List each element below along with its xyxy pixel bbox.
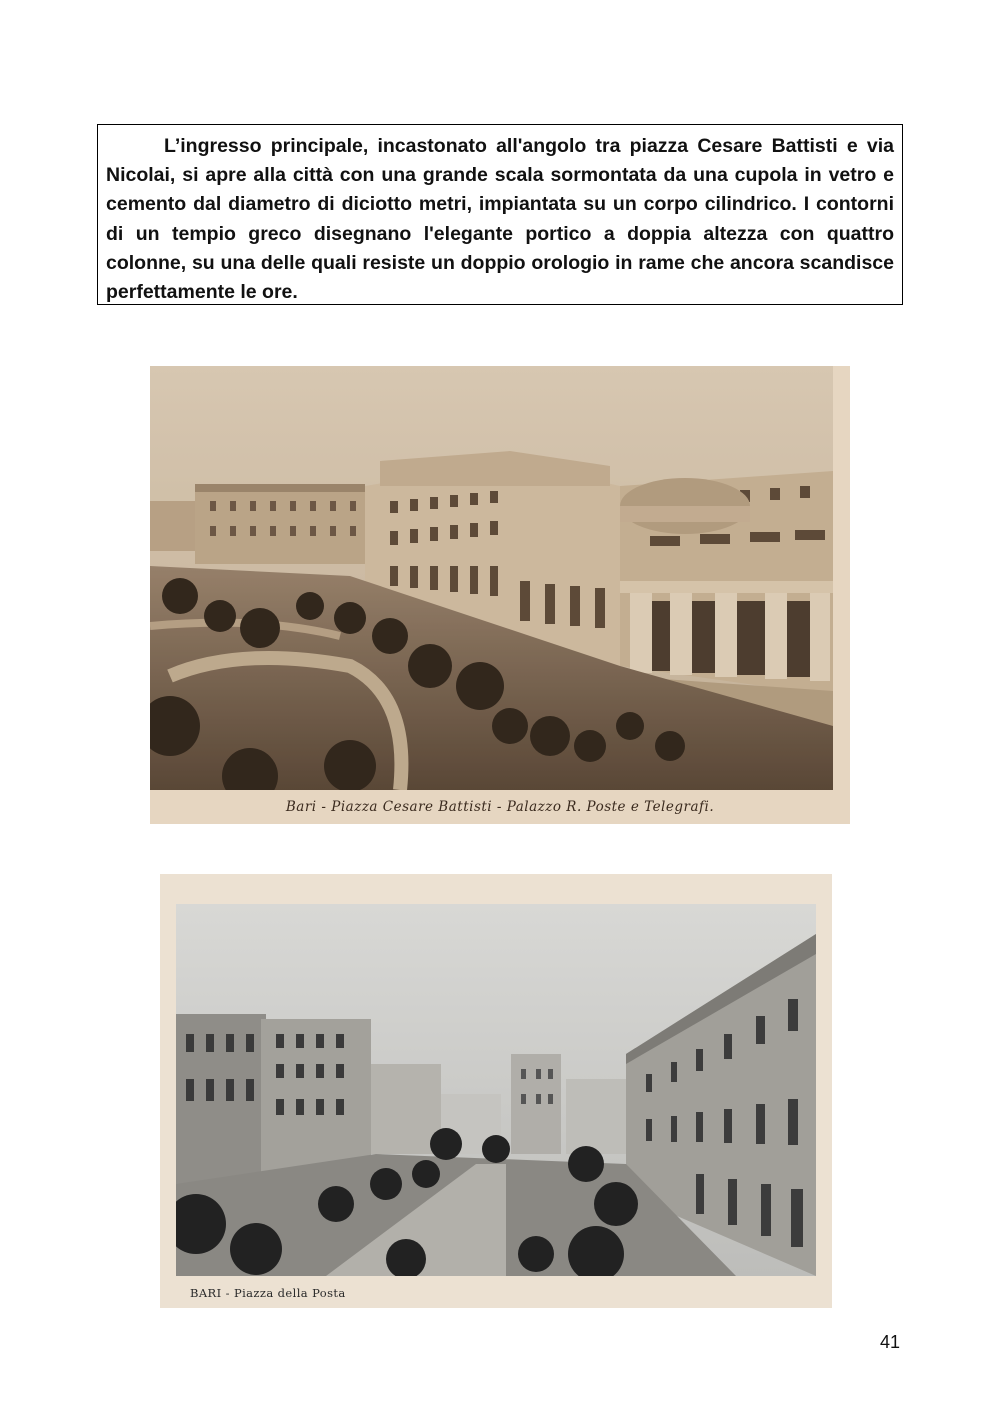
intro-paragraph: L’ingresso principale, incastonato all'angolo tra piazza Cesare Battisti e via Nicolai, si apre alla città con una grande scala sormontata da una cupola in vetro e cemento dal diametro di diciotto metri, impiantata su un corpo cilindrico. I contorni di un tempio greco disegnano l'elegante portico a doppia altezza con quattro colonne, su una delle quali resiste un doppio orologio in rame che ancora scandisce perfettamente le ore. — [106, 135, 894, 304]
postcard-piazza-cesare-battisti — [150, 366, 850, 824]
postcard-caption: BARI - Piazza della Posta — [190, 1286, 346, 1300]
postcard-piazza-della-posta — [160, 874, 832, 1308]
postcard-photo-palazzo-poste — [150, 366, 833, 790]
intro-text-box — [97, 124, 903, 305]
postcard-photo-piazza-della-posta — [176, 904, 816, 1276]
postcard-caption: Bari - Piazza Cesare Battisti - Palazzo R. Poste e Telegrafi. — [285, 799, 715, 815]
page-number: 41 — [880, 1332, 901, 1352]
